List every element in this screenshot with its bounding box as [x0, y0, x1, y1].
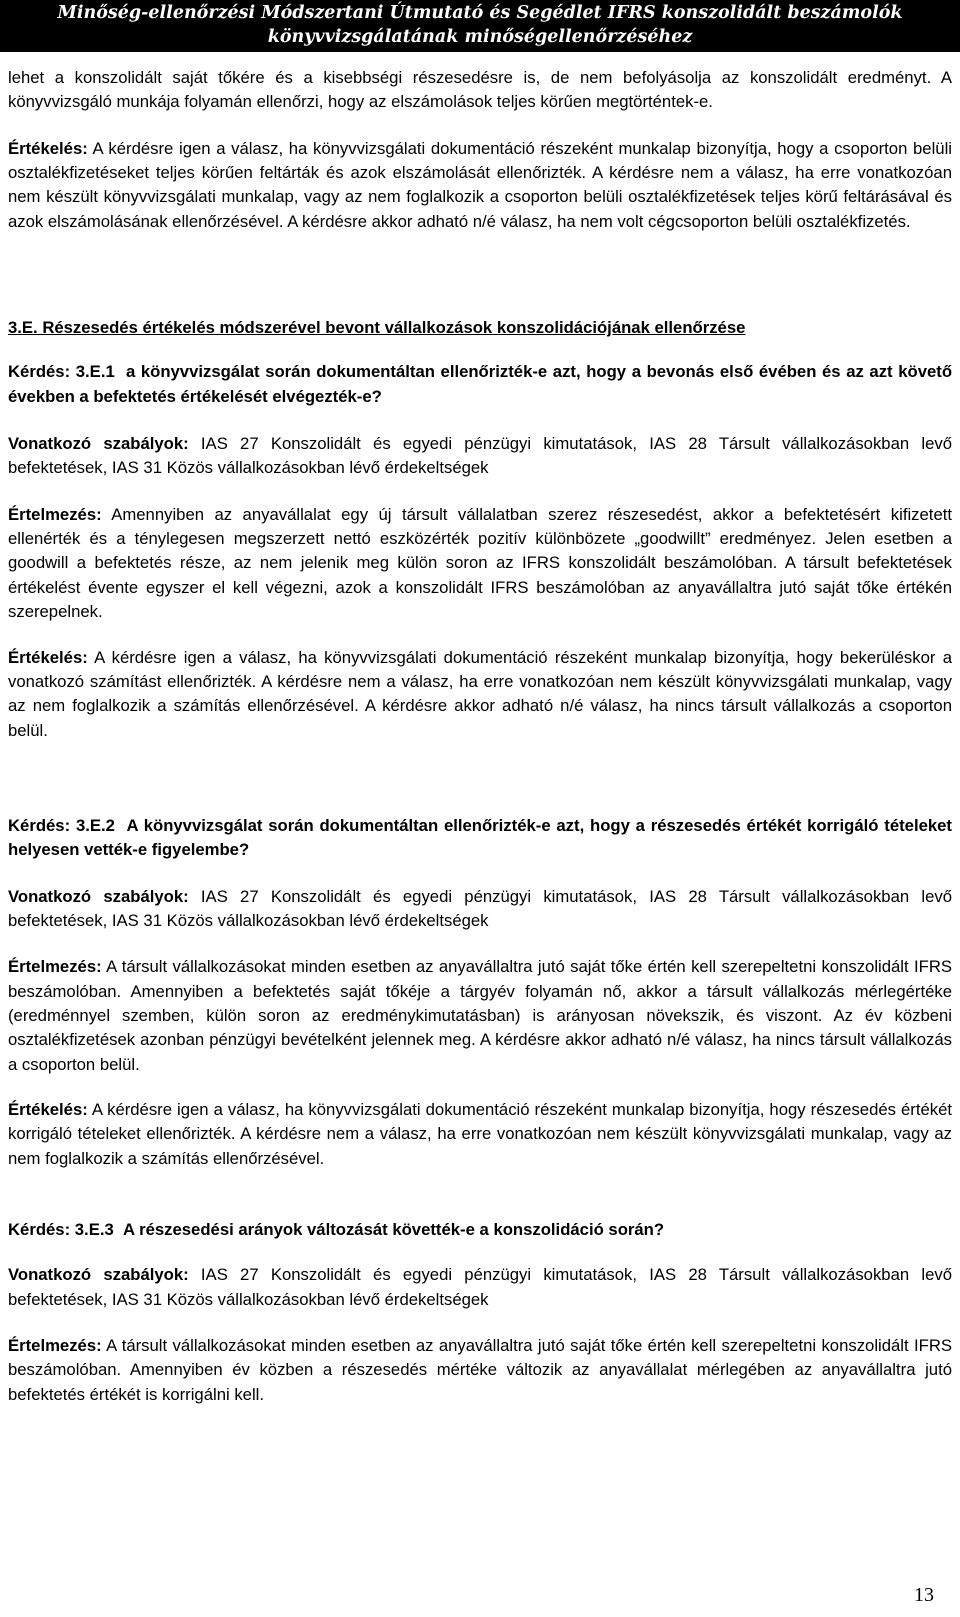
question-text: a könyvvizsgálat során dokumentáltan ellenőrizték-e azt, hogy a bevonás első évében és az azt követő években a befektetés értékelését elvégezték-e? — [8, 362, 953, 406]
evaluation-label: Értékelés: — [8, 647, 88, 667]
evaluation-text: A kérdésre igen a válasz, ha könyvvizsgálati dokumentáció részeként munkalap bizonyítja, hogy bekerüléskor a vonatkozó számítást ellenőrizték. A kérdésre nem a válasz, ha erre vonatkozóan nem készült könyvvizsgálati munkalap, vagy az nem foglalkozik a számítás ellenőrzésével. A kérdésre akkor adható n/é válasz, ha nincs társult vállalkozás a csoporton belül. — [8, 647, 952, 740]
document-body — [8, 66, 952, 1407]
rules-paragraph — [8, 432, 952, 481]
rules-text: IAS 27 Konszolidált és egyedi pénzügyi kimutatások, IAS 28 Társult vállalkozásokban levő befektetések, IAS 31 Közös vállalkozásokban lévő érdekeltségek — [8, 1265, 952, 1309]
evaluation-paragraph — [8, 137, 952, 234]
interpretation-paragraph — [8, 1334, 952, 1407]
evaluation-paragraph — [8, 646, 952, 743]
question-label: Kérdés: — [8, 362, 71, 382]
interpretation-text: A társult vállalkozásokat minden esetben az anyavállaltra jutó saját tőke értén kell szerepeltetni konszolidált IFRS beszámolóban. Amennyiben év közben a részesedés mértéke változik az anyavállalat mérlegében az anyavállaltra jutó befektetés értékét is korrigálni kell. — [8, 1336, 953, 1404]
question-text: A könyvvizsgálat során dokumentáltan ellenőrizték-e azt, hogy a részesedés értékét korrigáló tételeket helyesen vették-e figyelembe? — [8, 815, 952, 860]
question-3e1 — [8, 360, 952, 409]
evaluation-text: A kérdésre igen a válasz, ha könyvvizsgálati dokumentáció részeként munkalap bizonyítja, hogy részesedés értékét korrigáló tételeket ellenőrizték. A kérdésre nem a válasz, ha erre vonatkozóan nem készült könyvvizsgálati munkalap, vagy az nem foglalkozik a számítás ellenőrzésével. — [8, 1099, 952, 1168]
rules-label: Vonatkozó szabályok: — [8, 886, 189, 906]
evaluation-label: Értékelés: — [8, 138, 88, 158]
header-title-line-2: könyvvizsgálatának minőségellenőrzéséhez — [267, 27, 693, 47]
interpretation-label: Értelmezés: — [8, 957, 102, 977]
rules-text: IAS 27 Konszolidált és egyedi pénzügyi kimutatások, IAS 28 Társult vállalkozásokban levő befektetések, IAS 31 Közös vállalkozásokban lévő érdekeltségek — [8, 886, 952, 930]
evaluation-paragraph — [8, 1098, 952, 1171]
rules-text: IAS 27 Konszolidált és egyedi pénzügyi kimutatások, IAS 28 Társult vállalkozásokban levő befektetések, IAS 31 Közös vállalkozásokban lévő érdekeltségek — [8, 434, 952, 478]
header-title-line-1: Minőség-ellenőrzési Módszertani Útmutató és Segédlet IFRS konszolidált beszámolók — [57, 3, 903, 23]
question-3e2 — [8, 814, 952, 863]
rules-paragraph — [8, 885, 952, 934]
question-number: 3.E.3 — [74, 1220, 114, 1239]
interpretation-paragraph — [8, 503, 952, 625]
page-number: 13 — [914, 1584, 934, 1606]
question-text: A részesedési arányok változását követték-e a konszolidáció során? — [123, 1220, 665, 1239]
rules-label: Vonatkozó szabályok: — [8, 434, 189, 454]
rules-paragraph — [8, 1263, 952, 1312]
interpretation-label: Értelmezés: — [8, 1336, 102, 1356]
interpretation-label: Értelmezés: — [8, 504, 102, 524]
question-label: Kérdés: — [8, 1220, 71, 1239]
question-number: 3.E.2 — [75, 815, 115, 835]
question-label: Kérdés: — [8, 815, 71, 835]
rules-label: Vonatkozó szabályok: — [8, 1265, 189, 1285]
section-heading-3e: 3.E. Részesedés értékelés módszerével bevont vállalkozások konszolidációjának ellenőrzése — [8, 318, 746, 338]
evaluation-text: A kérdésre igen a válasz, ha könyvvizsgálati dokumentáció részeként munkalap bizonyítja, hogy a csoporton belüli osztalékfizetéseket teljes körűen feltárták és azok elszámolását ellenőrizték. A kérdésre nem a válasz, ha erre vonatkozóan nem készült könyvvizsgálati munkalap, vagy az nem foglalkozik a csoporton belüli osztalékfizetések teljes körű feltárásával és azok elszámolásának ellenőrzésével. A kérdésre akkor adható n/é válasz, ha nem volt cégcsoporton belüli osztalékfizetés. — [8, 138, 952, 231]
interpretation-paragraph — [8, 955, 952, 1077]
paragraph-continuation: lehet a konszolidált saját tőkére és a kisebbségi részesedésre is, de nem befolyásolja az konszolidált eredményt. A könyvvizsgáló munkája folyamán ellenőrzi, hogy az elszámolások teljes körűen megtörténtek-e. — [8, 68, 952, 112]
interpretation-text: A társult vállalkozásokat minden esetben az anyavállaltra jutó saját tőke értén kell szerepeltetni konszolidált IFRS beszámolóban. Amennyiben a befektetés saját tőkéje a tárgyév folyamán nő, akkor a társult vállalkozás mérlegértéke (eredménnyel szemben, külön soron az eredménykimutatásban) is arányosan növekszik, és viszont. Az év közbeni osztalékfizetések azonban pénzügyi bevételként jelennek meg. A kérdésre akkor adható n/é válasz, ha nincs társult vállalkozás a csoporton belül. — [8, 957, 953, 1074]
question-number: 3.E.1 — [75, 362, 115, 382]
evaluation-label: Értékelés: — [8, 1099, 88, 1119]
interpretation-text: Amennyiben az anyavállalat egy új társult vállalatban szerez részesedést, akkor a befektetésért kifizetett ellenérték és a ténylegesen megszerzett nettó eszközérték pozitív különbözete „goodwillt” eredményez. Jelen esetben a goodwill a befektetés része, az nem jelenik meg külön soron az IFRS konszolidált beszámolóban. A társult befektetések értékelést évente egyszer el kell végezni, azok a konszolidált IFRS beszámolóban az anyavállaltra jutó saját tőke értékén szerepelnek. — [8, 504, 952, 622]
question-3e3 — [8, 1218, 952, 1242]
running-header — [0, 0, 960, 52]
